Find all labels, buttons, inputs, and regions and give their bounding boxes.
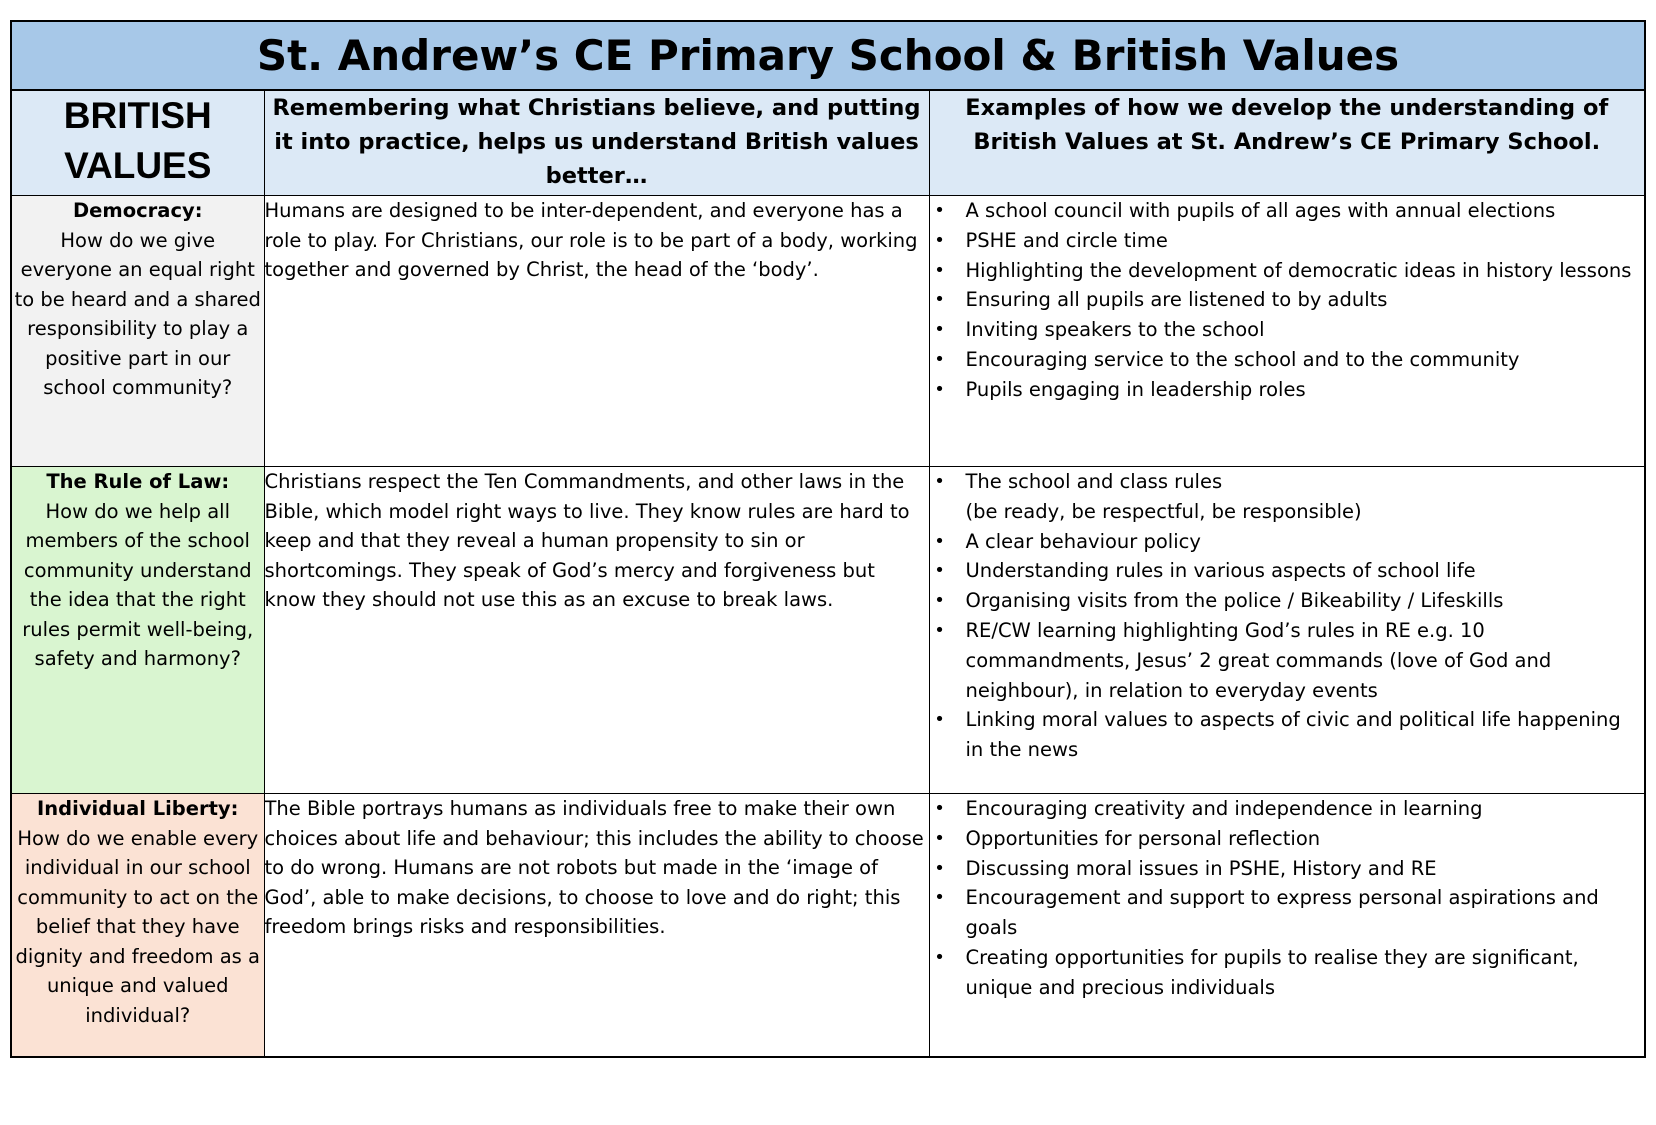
value-name: The Rule of Law: (46, 470, 230, 493)
bullet-icon: • (934, 348, 945, 370)
list-item: • The school and class rules (be ready, be respectful, be responsible) (930, 467, 1645, 527)
bullet-icon: • (934, 289, 945, 311)
examples-cell-individual-liberty (929, 794, 1644, 1057)
examples-cell-rule-of-law (929, 467, 1644, 794)
list-item: • Encouragement and support to express personal aspirations and goals (930, 883, 1645, 943)
list-item: • Creating opportunities for pupils to realise they are significant, unique and precious individuals (930, 943, 1645, 1003)
header-values-line: VALUES (64, 145, 212, 186)
list-item: • RE/CW learning highlighting God’s rules in RE e.g. 10 commandments, Jesus’ 2 great commands (love of God and neighbour), in relation to everyday events (930, 616, 1645, 705)
bullet-icon: • (934, 590, 945, 612)
list-item: • PSHE and circle time (930, 226, 1645, 256)
list-item: • Inviting speakers to the school (930, 315, 1645, 345)
table-row-individual-liberty (12, 794, 1644, 1057)
document-title: St. Andrew’s CE Primary School & British Values (12, 22, 1644, 91)
list-item: • Organising visits from the police / Bikeability / Lifeskills (930, 586, 1645, 616)
list-item: • Highlighting the development of democratic ideas in history lessons (930, 256, 1645, 286)
header-christian-beliefs: Remembering what Christians believe, and putting it into practice, helps us understand British values better… (264, 91, 929, 196)
bullet-icon: • (934, 857, 945, 879)
bullet-icon: • (934, 946, 945, 968)
value-question: How do we help all members of the school community understand the idea that the right rules permit well-being, safety and harmony? (22, 499, 254, 670)
table-row-democracy (12, 196, 1644, 467)
header-examples: Examples of how we develop the understanding of British Values at St. Andrew’s CE Primary School. (929, 91, 1644, 196)
list-item: • Linking moral values to aspects of civic and political life happening in the news (930, 705, 1645, 765)
bullet-icon: • (934, 709, 945, 731)
bullet-icon: • (934, 560, 945, 582)
header-british-line: BRITISH (63, 95, 212, 136)
list-item: • Encouraging service to the school and to the community (930, 345, 1645, 375)
bullet-icon: • (934, 619, 945, 641)
value-cell-rule-of-law (12, 467, 264, 794)
value-cell-individual-liberty (12, 794, 264, 1057)
table-row-rule-of-law (12, 467, 1644, 794)
british-values-document (10, 20, 1646, 1058)
bullet-icon: • (934, 798, 945, 819)
list-item: • Opportunities for personal reflection (930, 824, 1645, 854)
examples-list (930, 467, 1645, 765)
bullet-icon: • (934, 378, 945, 400)
bullet-icon: • (934, 471, 945, 492)
values-table (12, 91, 1644, 1056)
bullet-icon: • (934, 200, 945, 221)
list-item: • Pupils engaging in leadership roles (930, 375, 1645, 405)
belief-cell-individual-liberty: The Bible portrays humans as individuals free to make their own choices about life and behaviour; this includes the ability to choose to do wrong. Humans are not robots but made in the ‘image of God’, able to make decisions, to choose to love and do right; this freedom brings risks and responsibilities. (264, 794, 929, 1057)
bullet-icon: • (934, 887, 945, 909)
header-british-values (12, 91, 264, 196)
list-item: • A clear behaviour policy (930, 527, 1645, 557)
list-item: • Ensuring all pupils are listened to by adults (930, 285, 1645, 315)
examples-cell-democracy (929, 196, 1644, 467)
value-name: Individual Liberty: (37, 797, 239, 820)
belief-cell-rule-of-law: Christians respect the Ten Commandments, and other laws in the Bible, which model right ways to live. They know rules are hard to keep and that they reveal a human propensity to sin or shortcomings. They speak of God’s mercy and forgiveness but know they should not use this as an excuse to break laws. (264, 467, 929, 794)
list-item: • A school council with pupils of all ages with annual elections (930, 196, 1645, 226)
bullet-icon: • (934, 259, 945, 281)
bullet-icon: • (934, 229, 945, 251)
examples-list (930, 794, 1645, 1003)
bullet-icon: • (934, 827, 945, 849)
value-question: How do we give everyone an equal right to be heard and a shared responsibility to play a positive part in our school community? (14, 228, 261, 399)
list-item: • Encouraging creativity and independence in learning (930, 794, 1645, 824)
belief-cell-democracy: Humans are designed to be inter-dependent, and everyone has a role to play. For Christians, our role is to be part of a body, working together and governed by Christ, the head of the ‘body’. (264, 196, 929, 467)
value-name: Democracy: (72, 199, 203, 222)
list-item: • Understanding rules in various aspects of school life (930, 556, 1645, 586)
value-cell-democracy (12, 196, 264, 467)
list-item: • Discussing moral issues in PSHE, History and RE (930, 854, 1645, 884)
header-row (12, 91, 1644, 196)
bullet-icon: • (934, 319, 945, 341)
examples-list (930, 196, 1645, 405)
bullet-icon: • (934, 530, 945, 552)
value-question: How do we enable every individual in our school community to act on the belief that they have dignity and freedom as a unique and valued individual? (15, 826, 260, 1027)
